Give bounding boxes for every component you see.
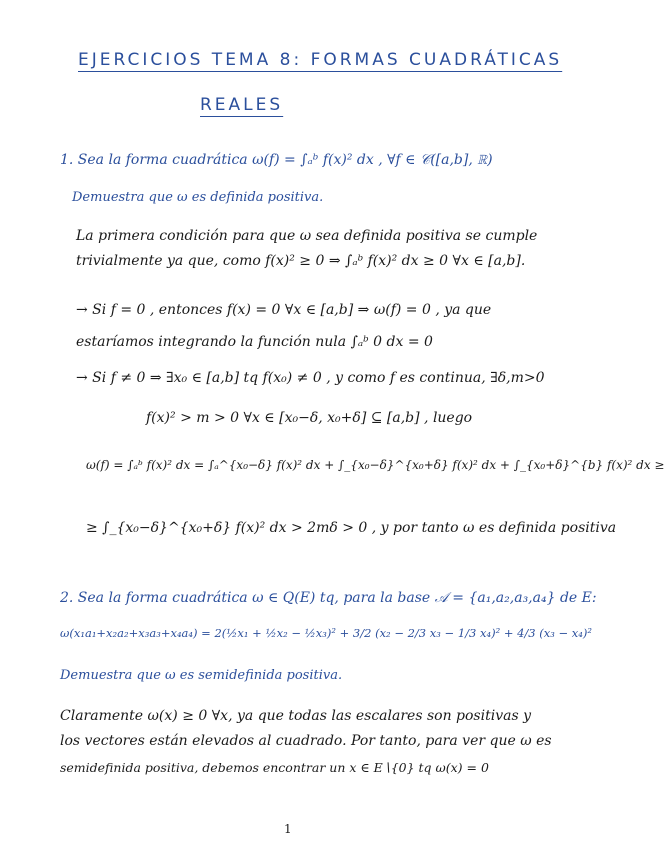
ex1-text-line: estaríamos integrando la función nula ∫ₐᵇ 0 dx = 0 <box>76 334 433 350</box>
ex1-integral-chain: ω(f) = ∫ₐᵇ f(x)² dx = ∫ₐ^{x₀−δ} f(x)² dx + ∫_{x₀−δ}^{x₀+δ} f(x)² dx + ∫_{x₀+δ}^{b} f(x)² dx ≥ <box>86 458 664 472</box>
ex1-text-line: → Si f ≠ 0 ⇒ ∃x₀ ∈ [a,b] tq f(x₀) ≠ 0 , y como f es continua, ∃δ,m>0 <box>76 370 545 386</box>
ex1-text-line: trivialmente ya que, como f(x)² ≥ 0 ⇒ ∫ₐᵇ f(x)² dx ≥ 0 ∀x ∈ [a,b]. <box>76 253 526 269</box>
ex1-text-line: f(x)² > m > 0 ∀x ∈ [x₀−δ, x₀+δ] ⊆ [a,b] , luego <box>146 410 473 426</box>
exercise-2-task: Demuestra que ω es semidefinida positiva. <box>60 668 343 683</box>
ex2-text-line: Claramente ω(x) ≥ 0 ∀x, ya que todas las escalares son positivas y <box>60 708 531 724</box>
ex2-text-line: los vectores están elevados al cuadrado. Por tanto, para ver que ω es <box>60 733 552 749</box>
page-number: 1 <box>284 822 292 836</box>
page-title: EJERCICIOS TEMA 8: FORMAS CUADRÁTICAS <box>78 50 563 70</box>
exercise-1-task: Demuestra que ω es definida positiva. <box>72 190 324 205</box>
exercise-2-statement: 2. Sea la forma cuadrática ω ∈ Q(E) tq, para la base 𝒜 = {a₁,a₂,a₃,a₄} de E: <box>60 590 597 606</box>
ex2-text-line: semidefinida positiva, debemos encontrar un x ∈ E∖{0} tq ω(x) = 0 <box>60 760 489 775</box>
exercise-2-formula: ω(x₁a₁+x₂a₂+x₃a₃+x₄a₄) = 2(½x₁ + ½x₂ − ½x₃)² + 3/2 (x₂ − 2/3 x₃ − 1/3 x₄)² + 4/3 (x₃ − x₄)² <box>60 626 593 640</box>
page-subtitle: REALES <box>200 95 284 115</box>
ex1-text-line: La primera condición para que ω sea definida positiva se cumple <box>76 228 538 244</box>
ex1-text-line: → Si f = 0 , entonces f(x) = 0 ∀x ∈ [a,b] ⇒ ω(f) = 0 , ya que <box>76 302 492 318</box>
ex1-conclusion: ≥ ∫_{x₀−δ}^{x₀+δ} f(x)² dx > 2mδ > 0 , y por tanto ω es definida positiva <box>86 520 617 536</box>
exercise-1-statement: 1. Sea la forma cuadrática ω(f) = ∫ₐᵇ f(x)² dx , ∀f ∈ 𝒞([a,b], ℝ) <box>60 152 493 168</box>
